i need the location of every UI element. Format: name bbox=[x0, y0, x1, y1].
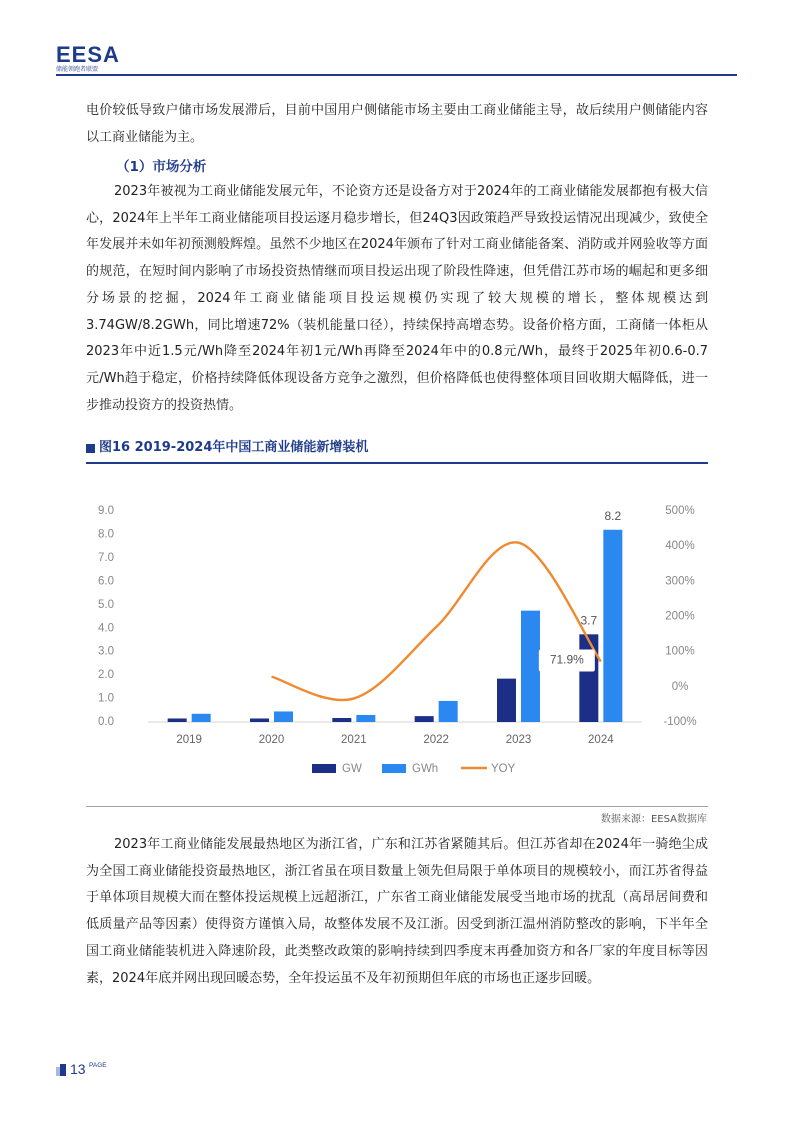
y-left-tick-label: 9.0 bbox=[98, 505, 114, 518]
x-tick-label: 2022 bbox=[423, 734, 449, 747]
data-label-gw: 3.7 bbox=[580, 613, 598, 628]
section-subheading: （1）市场分析 bbox=[116, 159, 207, 175]
y-left-tick-label: 6.0 bbox=[98, 575, 114, 588]
y-left-tick-label: 7.0 bbox=[98, 551, 114, 564]
logo-subtitle: 储能领跑者联盟 bbox=[56, 66, 99, 73]
data-label-yoy: 71.9% bbox=[549, 652, 584, 667]
paragraph-intro: 电价较低导致户储市场发展滞后，目前中国用户侧储能市场主要由工商业储能主导，故后续用户侧储能内容以工商业储能为主。 bbox=[86, 103, 708, 145]
logo-mark: EESA bbox=[56, 42, 120, 67]
x-tick-label: 2019 bbox=[176, 734, 202, 747]
paragraph-regional: 2023年工商业储能发展最热地区为浙江省，广东和江苏省紧随其后。但江苏省却在2024年一骑绝尘成为全国工商业储能投资最热地区，浙江省虽在项目数量上领先但局限于单体项目的规模较小，而江苏省得益于单体项目规模大而在整体投运规模上远超浙江，广东省工商业储能发展受当地市场的扰乱（高昂居间费和低质量产品等因素）使得资方谨慎入局，故整体发展不及江浙。因受到浙江温州消防整改的影响，下半年全国工商业储能装机进入降速阶段，此类整改政策的影响持续到四季度末再叠加资方和各厂家的年度目标等因素，2024年底并网出现回暖态势，全年投运虽不及年初预期但年底的市场也正逐步回暖。 bbox=[86, 837, 708, 986]
y-left-tick-label: 2.0 bbox=[98, 669, 114, 682]
bar-gw bbox=[415, 716, 434, 722]
bar-gwh bbox=[603, 530, 622, 722]
bar-gwh bbox=[192, 714, 211, 722]
legend-swatch-gwh bbox=[382, 764, 406, 773]
legend-swatch-gw bbox=[312, 764, 336, 773]
y-right-tick-label: 500% bbox=[665, 505, 695, 518]
legend-label-gwh: GWh bbox=[412, 763, 439, 776]
figure-bottom-divider bbox=[86, 806, 708, 807]
figure-title-bar bbox=[86, 437, 708, 465]
y-left-tick-label: 0.0 bbox=[98, 716, 114, 729]
x-tick-label: 2020 bbox=[258, 734, 285, 747]
footer-mark-icon bbox=[56, 1064, 66, 1076]
figure-title-divider bbox=[86, 462, 708, 464]
bar-gw bbox=[250, 718, 269, 722]
bar-gw bbox=[579, 634, 598, 722]
chart-container bbox=[86, 466, 708, 810]
eesa-logo bbox=[56, 44, 118, 72]
data-source-note: 数据来源：EESA数据库 bbox=[600, 814, 707, 825]
page-header bbox=[0, 0, 793, 80]
x-tick-label: 2023 bbox=[505, 734, 532, 747]
bar-gwh bbox=[521, 611, 540, 722]
figure-title: 图16 2019-2024年中国工商业储能新增装机 bbox=[99, 440, 369, 455]
page-footer bbox=[56, 1058, 176, 1078]
y-left-tick-label: 3.0 bbox=[98, 645, 114, 658]
x-tick-label: 2021 bbox=[341, 734, 367, 747]
y-left-tick-label: 8.0 bbox=[98, 528, 114, 541]
y-right-tick-label: 100% bbox=[665, 645, 695, 658]
bar-gwh bbox=[274, 711, 293, 722]
bar-gwh bbox=[439, 701, 458, 722]
bar-gw bbox=[332, 718, 351, 722]
yoy-line bbox=[272, 542, 601, 700]
combo-chart bbox=[86, 466, 708, 806]
y-left-tick-label: 5.0 bbox=[98, 598, 114, 611]
page-label: PAGE bbox=[89, 1062, 107, 1069]
y-left-tick-label: 4.0 bbox=[98, 622, 114, 635]
page-number: 13 bbox=[70, 1061, 86, 1077]
y-right-tick-label: 200% bbox=[665, 610, 695, 623]
y-right-tick-label: 300% bbox=[665, 575, 695, 588]
figure-marker-icon bbox=[86, 444, 95, 453]
bar-gw bbox=[497, 679, 516, 722]
legend-label-yoy: YOY bbox=[491, 763, 516, 776]
header-divider bbox=[56, 74, 737, 76]
x-tick-label: 2024 bbox=[588, 734, 614, 747]
bar-gwh bbox=[356, 715, 375, 722]
paragraph-market-analysis: 2023年被视为工商业储能发展元年，不论资方还是设备方对于2024年的工商业储能发展都抱有极大信心，2024年上半年工商业储能项目投运逐月稳步增长，但24Q3因政策趋严导致投运情况出现减少，致使全年发展并未如年初预测般辉煌。虽然不少地区在2024年颁布了针对工商业储能备案、消防或并网验收等方面的规范，在短时间内影响了市场投资热情继而项目投运出现了阶段性降速，但凭借江苏市场的崛起和更多细分场景的挖掘，2024年工商业储能项目投运规模仍实现了较大规模的增长，整体规模达到3.74GW/8.2GWh，同比增速72%（装机能量口径），持续保持高增态势。设备价格方面，工商储一体柜从2023年中近1.5元/Wh降至2024年初1元/Wh再降至2024年中的0.8元/Wh，最终于2025年初0.6-0.7元/Wh趋于稳定，价格持续降低体现设备方竞争之激烈，但价格降低也使得整体项目回收期大幅降低，进一步推动投资方的投资热情。 bbox=[86, 184, 708, 413]
y-right-tick-label: 0% bbox=[671, 680, 689, 693]
y-right-tick-label: 400% bbox=[665, 540, 695, 553]
bar-gw bbox=[168, 718, 187, 722]
y-left-tick-label: 1.0 bbox=[98, 692, 114, 705]
legend-label-gw: GW bbox=[342, 763, 362, 776]
data-label-gwh: 8.2 bbox=[604, 508, 622, 523]
y-right-tick-label: -100% bbox=[663, 716, 697, 729]
